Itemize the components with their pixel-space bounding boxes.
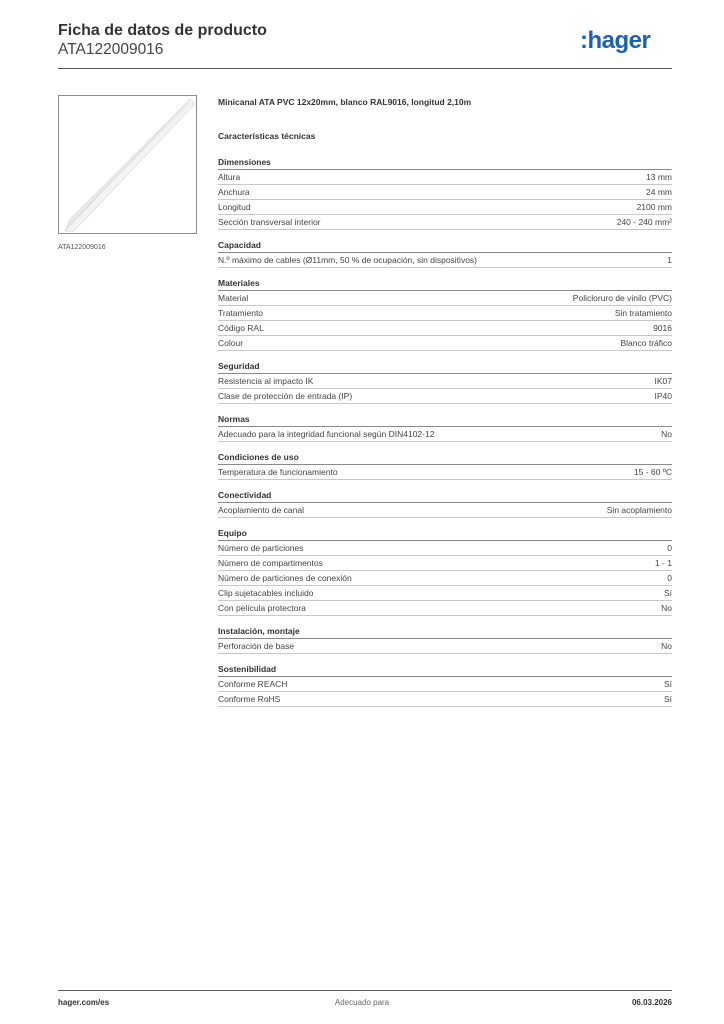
spec-label: Conforme RoHS	[218, 694, 281, 704]
spec-group	[218, 489, 672, 518]
spec-group	[218, 663, 672, 707]
footer-date: 06.03.2026	[631, 998, 672, 1007]
spec-label: Tratamiento	[218, 308, 264, 318]
document-title: Ficha de datos de producto	[58, 22, 267, 39]
spec-label: Número de compartimentos	[218, 558, 323, 568]
spec-row	[218, 200, 672, 215]
footer-note: Adecuado para	[334, 998, 390, 1007]
product-code: ATA122009016	[58, 41, 164, 58]
spec-value: 15 - 60 ºC	[633, 467, 672, 477]
spec-label: Material	[218, 293, 249, 303]
spec-value: 0	[667, 543, 672, 553]
spec-group	[218, 239, 672, 268]
spec-group-title: Seguridad	[218, 360, 672, 374]
spec-row	[218, 321, 672, 336]
spec-value: Sin tratamiento	[614, 308, 672, 318]
spec-value: IK07	[654, 376, 672, 386]
spec-row	[218, 677, 672, 692]
spec-group	[218, 451, 672, 480]
spec-label: Altura	[218, 172, 241, 182]
section-title: Características técnicas	[218, 131, 316, 141]
spec-row	[218, 389, 672, 404]
spec-label: Sección transversal interior	[218, 217, 321, 227]
spec-label: Clase de protección de entrada (IP)	[218, 391, 353, 401]
spec-value: Sí	[663, 694, 672, 704]
product-image	[58, 95, 197, 234]
spec-row	[218, 571, 672, 586]
spec-label: Número de particiones de conexión	[218, 573, 352, 583]
spec-row	[218, 503, 672, 518]
spec-label: Clip sujetacables incluido	[218, 588, 314, 598]
spec-label: Conforme REACH	[218, 679, 288, 689]
spec-group	[218, 625, 672, 654]
spec-label: N.º máximo de cables (Ø11mm, 50 % de ocupación, sin dispositivos)	[218, 255, 478, 265]
spec-label: Longitud	[218, 202, 251, 212]
spec-row	[218, 215, 672, 230]
footer-divider	[58, 990, 672, 991]
hager-logo	[580, 26, 672, 56]
spec-group-title: Normas	[218, 413, 672, 427]
spec-label: Con película protectora	[218, 603, 306, 613]
document-header	[58, 22, 267, 59]
spec-value: 2100 mm	[636, 202, 672, 212]
spec-group	[218, 413, 672, 442]
spec-label: Adecuado para la integridad funcional según DIN4102-12	[218, 429, 435, 439]
spec-groups	[218, 156, 672, 707]
spec-row	[218, 601, 672, 616]
spec-value: Blanco tráfico	[620, 338, 672, 348]
spec-row	[218, 336, 672, 351]
spec-group-title: Equipo	[218, 527, 672, 541]
spec-row	[218, 556, 672, 571]
spec-row	[218, 306, 672, 321]
spec-value: Sin acoplamiento	[606, 505, 672, 515]
spec-value: No	[661, 603, 672, 613]
header-divider	[58, 68, 672, 69]
spec-value: Sí	[663, 679, 672, 689]
spec-label: Resistencia al impacto IK	[218, 376, 314, 386]
spec-value: 1 - 1	[654, 558, 672, 568]
spec-label: Temperatura de funcionamiento	[218, 467, 338, 477]
spec-value: 13 mm	[646, 172, 672, 182]
spec-group	[218, 156, 672, 230]
spec-row	[218, 253, 672, 268]
spec-group-title: Capacidad	[218, 239, 672, 253]
spec-group-title: Conectividad	[218, 489, 672, 503]
spec-label: Código RAL	[218, 323, 264, 333]
spec-row	[218, 692, 672, 707]
product-description: Minicanal ATA PVC 12x20mm, blanco RAL9016, longitud 2,10m	[218, 97, 472, 107]
product-specifications	[218, 96, 672, 716]
spec-row	[218, 291, 672, 306]
spec-row	[218, 427, 672, 442]
spec-group-title: Instalación, montaje	[218, 625, 672, 639]
spec-value: 1	[667, 255, 672, 265]
spec-label: Acoplamiento de canal	[218, 505, 305, 515]
spec-value: 240 - 240 mm²	[616, 217, 672, 227]
spec-value: 24 mm	[646, 187, 672, 197]
spec-row	[218, 639, 672, 654]
spec-value: No	[661, 641, 672, 651]
spec-group	[218, 360, 672, 404]
spec-group	[218, 527, 672, 616]
spec-group-title: Materiales	[218, 277, 672, 291]
spec-value: IP40	[654, 391, 672, 401]
spec-row	[218, 374, 672, 389]
spec-group-title: Dimensiones	[218, 156, 672, 170]
footer-website[interactable]: hager.com/es	[58, 998, 110, 1007]
spec-row	[218, 541, 672, 556]
spec-value: Sí	[663, 588, 672, 598]
spec-row	[218, 586, 672, 601]
spec-label: Número de particiones	[218, 543, 304, 553]
spec-value: No	[661, 429, 672, 439]
image-caption: ATA122009016	[58, 244, 106, 251]
spec-label: Anchura	[218, 187, 250, 197]
spec-label: Perforación de base	[218, 641, 295, 651]
spec-value: 9016	[653, 323, 672, 333]
minicanal-illustration	[59, 96, 196, 233]
spec-value: Policloruro de vinilo (PVC)	[572, 293, 672, 303]
spec-label: Colour	[218, 338, 244, 348]
spec-row	[218, 170, 672, 185]
spec-row	[218, 465, 672, 480]
spec-row	[218, 185, 672, 200]
spec-value: 0	[667, 573, 672, 583]
svg-text::hager: :hager	[580, 27, 651, 54]
spec-group-title: Sostenibilidad	[218, 663, 672, 677]
spec-group-title: Condiciones de uso	[218, 451, 672, 465]
spec-group	[218, 277, 672, 351]
